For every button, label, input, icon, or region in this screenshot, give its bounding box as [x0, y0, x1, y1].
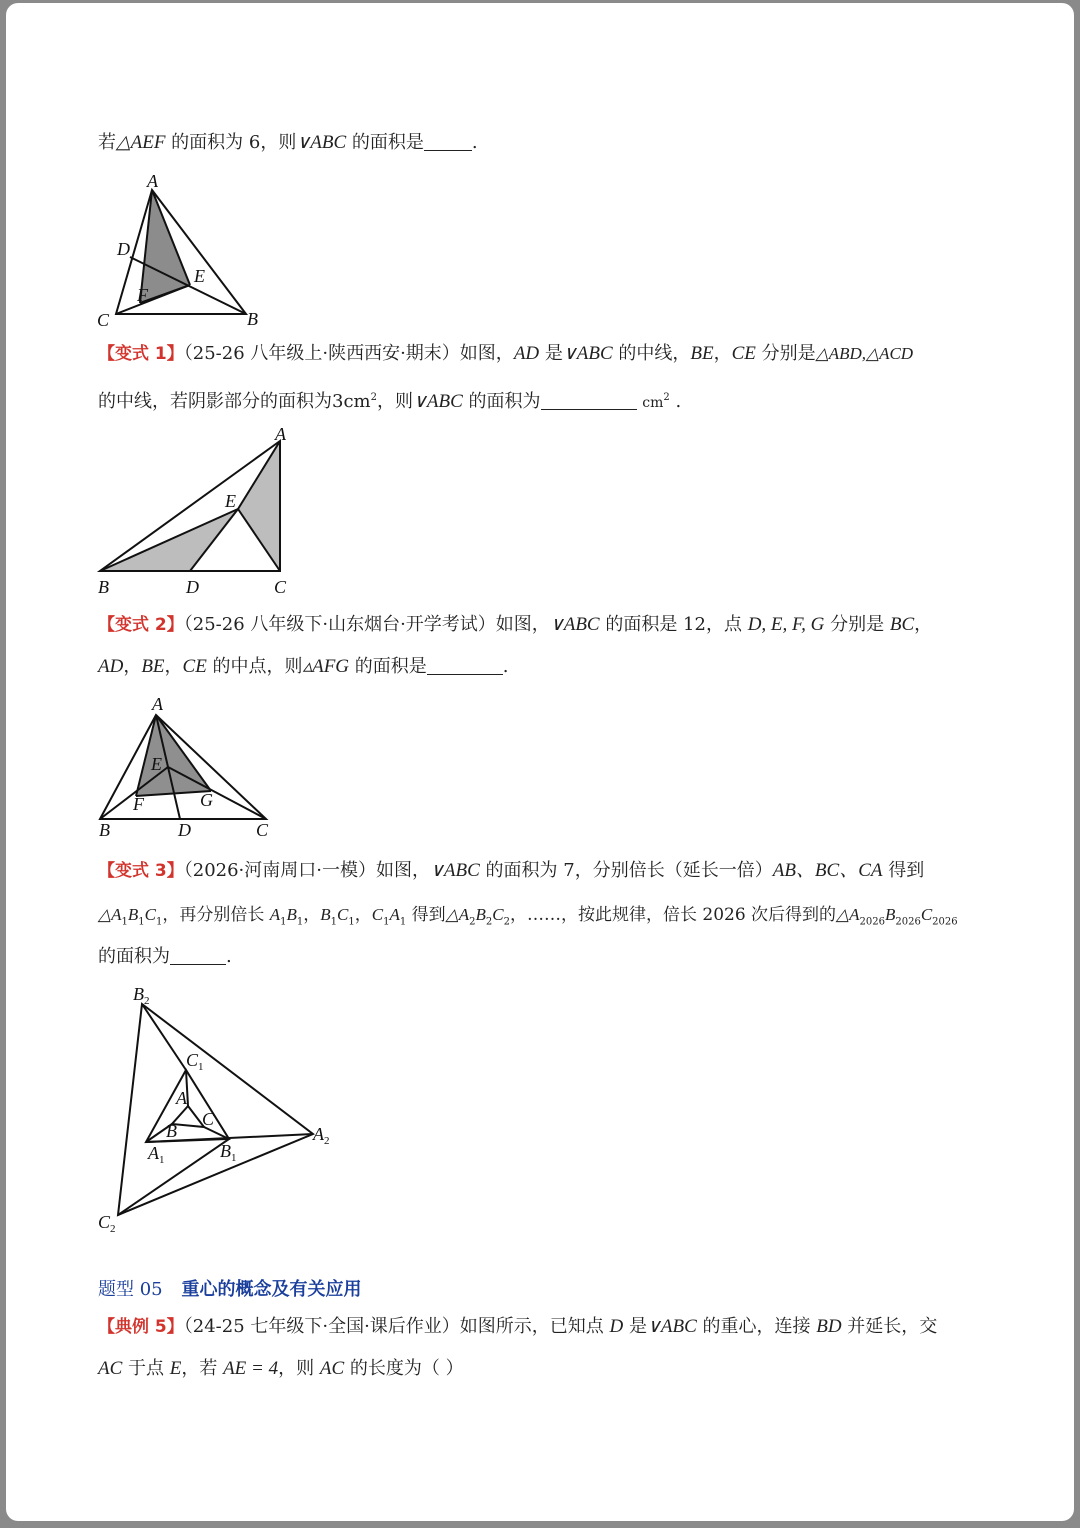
text: 的重心，连接	[696, 1316, 817, 1337]
math-sub: 1	[399, 916, 407, 928]
math-sub: 1	[296, 916, 304, 928]
label-b: B	[247, 309, 258, 329]
text: 的面积是	[349, 656, 427, 677]
math: B	[127, 905, 139, 924]
label-c: C	[202, 1109, 215, 1129]
math: △A	[98, 905, 122, 924]
text: 是	[623, 1316, 647, 1337]
figure-4	[6, 3, 1074, 1243]
text: 若	[98, 132, 116, 153]
variant-tag: 【变式 2】	[98, 615, 184, 635]
math-sub: 2	[485, 916, 493, 928]
math-sub: 1	[280, 916, 287, 928]
math: A	[269, 905, 281, 924]
math: E	[169, 1358, 182, 1379]
math: D	[609, 1316, 624, 1337]
text: （2026·河南周口·一模）如图，	[183, 860, 431, 881]
text: 的中线，若阴影部分的面积为	[98, 391, 332, 412]
text: A	[313, 1124, 324, 1144]
math: D, E, F, G	[747, 614, 825, 635]
math: △ABD,△ACD	[815, 344, 914, 363]
text: ，则	[278, 1358, 320, 1379]
text: ，	[354, 905, 372, 925]
math: ∨ABC	[562, 343, 613, 364]
math-sub: 1	[348, 916, 355, 928]
text: 分别是	[824, 614, 890, 635]
text: ，则	[376, 391, 413, 412]
math: ∨ABC	[549, 614, 600, 635]
math: C	[337, 905, 349, 924]
math: AD	[98, 656, 124, 677]
text: 于点	[122, 1358, 170, 1379]
text: ，	[303, 905, 321, 925]
text: C	[186, 1050, 199, 1070]
text: ，	[713, 343, 732, 364]
math: C	[144, 905, 156, 924]
text: 的面积为	[98, 946, 170, 967]
label-d: D	[178, 820, 191, 840]
math: AB、BC、CA	[772, 860, 883, 881]
label-c: C	[274, 577, 287, 597]
label-b: B	[98, 577, 109, 597]
unit: cm	[642, 395, 664, 411]
math-sub: 1	[383, 916, 390, 928]
example-5-line-1	[98, 1315, 937, 1339]
math: C	[492, 905, 504, 924]
math-sub: 1	[330, 916, 338, 928]
math: ▵AFG	[302, 656, 350, 677]
label-c: C	[97, 310, 110, 330]
math: BE	[690, 343, 714, 364]
variant-tag: 【变式 3】	[98, 861, 184, 881]
math-sup: 2	[370, 392, 377, 403]
label-b: B	[166, 1121, 177, 1141]
math: △A	[445, 905, 470, 924]
math-sub: 1	[155, 916, 163, 928]
label-a: A	[275, 424, 286, 444]
text: .	[226, 946, 232, 967]
math: B	[320, 905, 331, 924]
text: B	[220, 1141, 231, 1161]
label-d: D	[117, 239, 130, 259]
label-b2	[133, 984, 150, 1007]
math: ∨ABC	[412, 391, 463, 412]
section-label: 题型 05	[98, 1279, 163, 1300]
math: B	[475, 905, 486, 924]
math: BD	[816, 1316, 842, 1337]
text: 2	[110, 1223, 116, 1235]
text: 2	[144, 995, 150, 1007]
math: AC	[98, 1358, 123, 1379]
math: A	[389, 905, 400, 924]
math: BC	[889, 614, 915, 635]
label-a: A	[176, 1088, 187, 1108]
text: 的面积是 12，点	[599, 614, 748, 635]
text: C	[98, 1212, 111, 1232]
unit-sup: 2	[663, 392, 670, 403]
text: B	[133, 984, 144, 1004]
text: ，若	[181, 1358, 224, 1379]
label-c: C	[256, 820, 269, 840]
text: 并延长，交	[841, 1316, 938, 1337]
label-f: F	[133, 794, 144, 814]
example-5-line-2	[98, 1357, 464, 1381]
label-e: E	[225, 491, 236, 511]
math: CE	[182, 656, 207, 677]
label-f: F	[137, 285, 148, 305]
math-sub: 2	[503, 916, 510, 928]
text: （25-26 八年级下·山东烟台·开学考试）如图，	[183, 614, 550, 635]
label-d: D	[186, 577, 199, 597]
label-a2	[312, 1124, 330, 1147]
math-sub: 1	[138, 916, 145, 928]
math-sub: 2026	[932, 916, 958, 928]
text: ，……，按此规律，倍长 2026 次后得到的	[509, 905, 837, 925]
math: B	[286, 905, 297, 924]
text: （25-26 八年级上·陕西西安·期末）如图，	[183, 343, 514, 364]
math-sub: 2026	[859, 916, 885, 928]
label-g: G	[200, 790, 213, 810]
math-sub: 2	[469, 916, 476, 928]
label-c2	[98, 1212, 116, 1235]
text: 的中线，	[612, 343, 691, 364]
text: ，	[123, 656, 142, 677]
math: BE	[141, 656, 165, 677]
math-aef: △AEF	[116, 132, 166, 153]
example-tag: 【典例 5】	[98, 1317, 184, 1337]
math: AE = 4	[223, 1358, 279, 1379]
text: 分别是	[755, 343, 816, 364]
text: 的长度为（ ）	[344, 1358, 464, 1379]
label-e: E	[151, 754, 162, 774]
label-b: B	[99, 820, 110, 840]
label-b1	[220, 1141, 237, 1164]
math: ∨ABC	[430, 860, 480, 881]
text: ，	[164, 656, 183, 677]
text: A	[148, 1143, 159, 1163]
text: 得到	[882, 860, 925, 881]
text: 的面积为 6，则	[165, 132, 297, 153]
math: C	[371, 905, 384, 924]
variant-tag: 【变式 1】	[98, 344, 184, 364]
label-a: A	[152, 694, 163, 714]
text: 得到	[406, 905, 446, 925]
text: 的面积为	[462, 391, 541, 412]
text: 是	[539, 343, 563, 364]
text: 的面积是	[346, 132, 424, 153]
math: AC	[319, 1358, 345, 1379]
math: AD	[513, 343, 540, 364]
math: ∨ABC	[647, 1316, 697, 1337]
section-heading	[98, 1275, 361, 1301]
text: 1	[231, 1152, 237, 1164]
label-a: A	[147, 171, 158, 191]
text: .	[471, 132, 478, 153]
text: 2	[324, 1135, 330, 1147]
math: C	[920, 905, 933, 924]
math-abc: ∨ABC	[296, 132, 347, 153]
math-sub: 1	[121, 916, 128, 928]
section-title: 重心的概念及有关应用	[181, 1279, 362, 1300]
document-page	[6, 3, 1074, 1521]
text: ，	[914, 614, 933, 635]
triangle-a2b2c2	[118, 1004, 313, 1215]
math: △A	[836, 905, 860, 924]
text: .	[502, 656, 509, 677]
label-a1	[147, 1143, 165, 1166]
math: 3cm	[332, 391, 371, 412]
label-c1	[186, 1050, 204, 1073]
text: 1	[159, 1154, 165, 1166]
text: ，再分别倍长	[162, 905, 270, 925]
text: 的面积为 7，分别倍长（延长一倍）	[479, 860, 773, 881]
math: B	[884, 905, 896, 924]
text: （24-25 七年级下·全国·课后作业）如图所示，已知点	[183, 1316, 610, 1337]
text: 的中点，则	[206, 656, 303, 677]
math: CE	[731, 343, 756, 364]
math-sub: 2026	[895, 916, 921, 928]
text: 1	[198, 1061, 204, 1073]
text: .	[675, 391, 682, 412]
label-e: E	[194, 266, 205, 286]
